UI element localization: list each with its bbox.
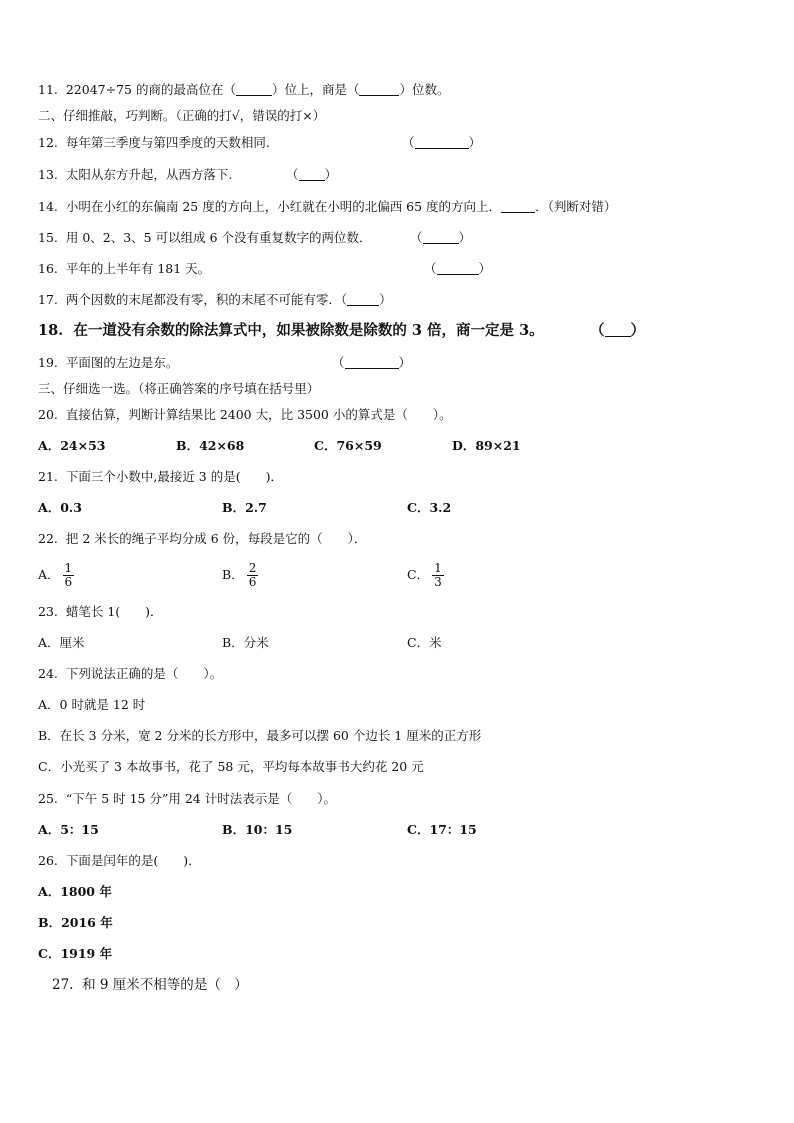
answer-paren[interactable]: （ ） bbox=[410, 230, 472, 245]
question-text: 平年的上半年有 181 天。 bbox=[65, 261, 211, 276]
option-b[interactable]: B．42×68 bbox=[176, 438, 245, 453]
option-a[interactable]: A．0.3 bbox=[38, 500, 82, 515]
option-a[interactable]: A． $\frac{1}{6}$ bbox=[38, 561, 73, 589]
option-c[interactable]: C．小光买了 3 本故事书，花了 58 元，平均每本故事书大约花 20 元 bbox=[38, 759, 424, 774]
question-number: 20. bbox=[38, 407, 58, 422]
question-number: 22. bbox=[38, 531, 58, 546]
question-17: 17. 两个因数的末尾都没有零，积的末尾不可能有零．（ ） bbox=[38, 292, 392, 307]
option-c[interactable]: C．米 bbox=[407, 635, 442, 650]
question-text: 两个因数的末尾都没有零，积的末尾不可能有零．（ bbox=[65, 292, 348, 307]
answer-blank[interactable] bbox=[501, 200, 535, 213]
question-text: 下面是闰年的是( )． bbox=[65, 853, 201, 868]
question-27 bbox=[52, 977, 248, 993]
section-heading-2: 二、仔细推敲，巧判断。（正确的打√，错误的打×） bbox=[38, 108, 326, 123]
question-26 bbox=[38, 853, 201, 869]
option-a[interactable]: A．0 时就是 12 时 bbox=[38, 697, 146, 712]
question-text: ）位上，商是（ bbox=[271, 82, 360, 97]
option-c[interactable]: C．3.2 bbox=[407, 500, 452, 515]
question-text: 蜡笔长 1( )． bbox=[65, 604, 163, 619]
question-text: 22047÷75 的商的最高位在（ bbox=[65, 82, 236, 97]
question-text: 用 0、2、3、5 可以组成 6 个没有重复数字的两位数． bbox=[65, 230, 372, 245]
fraction: $\frac{1}{6}$ bbox=[64, 561, 73, 589]
option-b[interactable]: B．2.7 bbox=[222, 500, 267, 515]
section-heading-3: 三、仔细选一选。（将正确答案的序号填在括号里） bbox=[38, 381, 320, 396]
option-c[interactable]: C．17：15 bbox=[407, 822, 477, 837]
answer-paren[interactable]: （ ） bbox=[402, 135, 482, 150]
question-number: 24. bbox=[38, 666, 58, 681]
question-number: 26. bbox=[38, 853, 58, 868]
question-number: 11. bbox=[38, 82, 58, 97]
question-15 bbox=[38, 230, 372, 246]
option-b[interactable]: B．10：15 bbox=[222, 822, 293, 837]
question-25 bbox=[38, 791, 336, 807]
question-text: ．（判断对错） bbox=[535, 199, 617, 214]
question-number: 13. bbox=[38, 167, 58, 182]
fraction: $\frac{2}{6}$ bbox=[248, 561, 257, 589]
question-20 bbox=[38, 407, 452, 423]
option-b[interactable]: B．在长 3 分米，宽 2 分米的长方形中，最多可以摆 60 个边长 1 厘米的正方形 bbox=[38, 728, 482, 743]
option-c[interactable]: C．1919 年 bbox=[38, 946, 113, 961]
question-number: 14. bbox=[38, 199, 58, 214]
option-a[interactable]: A．厘米 bbox=[38, 635, 85, 650]
answer-paren[interactable]: （ ） bbox=[332, 355, 412, 370]
option-c[interactable]: C． $\frac{1}{3}$ bbox=[407, 561, 442, 589]
question-number: 18. bbox=[38, 322, 64, 339]
question-number: 17. bbox=[38, 292, 58, 307]
question-text: 下面三个小数中,最接近 3 的是( )． bbox=[65, 469, 283, 484]
option-b[interactable]: B．分米 bbox=[222, 635, 269, 650]
question-13 bbox=[38, 167, 232, 183]
question-number: 19. bbox=[38, 355, 58, 370]
option-b[interactable]: B． $\frac{2}{6}$ bbox=[222, 561, 257, 589]
option-a[interactable]: A．5：15 bbox=[38, 822, 99, 837]
question-text: 小明在小红的东偏南 25 度的方向上，小红就在小明的北偏西 65 度的方向上． bbox=[65, 199, 502, 214]
question-text: 平面图的左边是东。 bbox=[65, 355, 179, 370]
option-a[interactable]: A．1800 年 bbox=[38, 884, 112, 899]
question-22 bbox=[38, 531, 366, 547]
question-text: 每年第三季度与第四季度的天数相同. bbox=[65, 135, 270, 150]
question-14 bbox=[38, 199, 616, 215]
question-18 bbox=[38, 323, 544, 339]
question-11 bbox=[38, 82, 450, 98]
option-d[interactable]: D．89×21 bbox=[452, 438, 521, 453]
answer-blank[interactable] bbox=[347, 293, 379, 306]
question-12 bbox=[38, 135, 270, 151]
question-number: 27. bbox=[52, 977, 74, 993]
option-a[interactable]: A．24×53 bbox=[38, 438, 106, 453]
question-24 bbox=[38, 666, 222, 682]
question-21 bbox=[38, 469, 283, 485]
question-text: 在一道没有余数的除法算式中，如果被除数是除数的 3 倍，商一定是 3。 bbox=[73, 322, 544, 339]
question-number: 12. bbox=[38, 135, 58, 150]
answer-blank[interactable] bbox=[236, 83, 272, 96]
question-text: 太阳从东方升起，从西方落下. bbox=[65, 167, 233, 182]
question-23 bbox=[38, 604, 163, 620]
question-text: 和 9 厘米不相等的是（ ） bbox=[82, 977, 248, 993]
question-number: 25. bbox=[38, 791, 58, 806]
question-number: 15. bbox=[38, 230, 58, 245]
question-number: 21. bbox=[38, 469, 58, 484]
option-c[interactable]: C．76×59 bbox=[314, 438, 382, 453]
answer-paren[interactable]: （ ） bbox=[286, 167, 338, 182]
question-text: 把 2 米长的绳子平均分成 6 份，每段是它的（ ）． bbox=[65, 531, 367, 546]
question-text: 直接估算，判断计算结果比 2400 大，比 3500 小的算式是（ ）。 bbox=[65, 407, 452, 422]
question-number: 16. bbox=[38, 261, 58, 276]
question-number: 23. bbox=[38, 604, 58, 619]
question-16 bbox=[38, 261, 210, 277]
question-text: ）位数。 bbox=[399, 82, 450, 97]
question-19 bbox=[38, 355, 178, 371]
fraction: $\frac{1}{3}$ bbox=[434, 561, 442, 589]
answer-paren[interactable]: （ ） bbox=[590, 322, 645, 339]
question-text: “下午 5 时 15 分”用 24 计时法表示是（ ）。 bbox=[65, 791, 336, 806]
question-text: 下列说法正确的是（ ）。 bbox=[65, 666, 223, 681]
answer-paren[interactable]: （ ） bbox=[424, 261, 492, 276]
option-b[interactable]: B．2016 年 bbox=[38, 915, 113, 930]
answer-blank[interactable] bbox=[359, 83, 399, 96]
